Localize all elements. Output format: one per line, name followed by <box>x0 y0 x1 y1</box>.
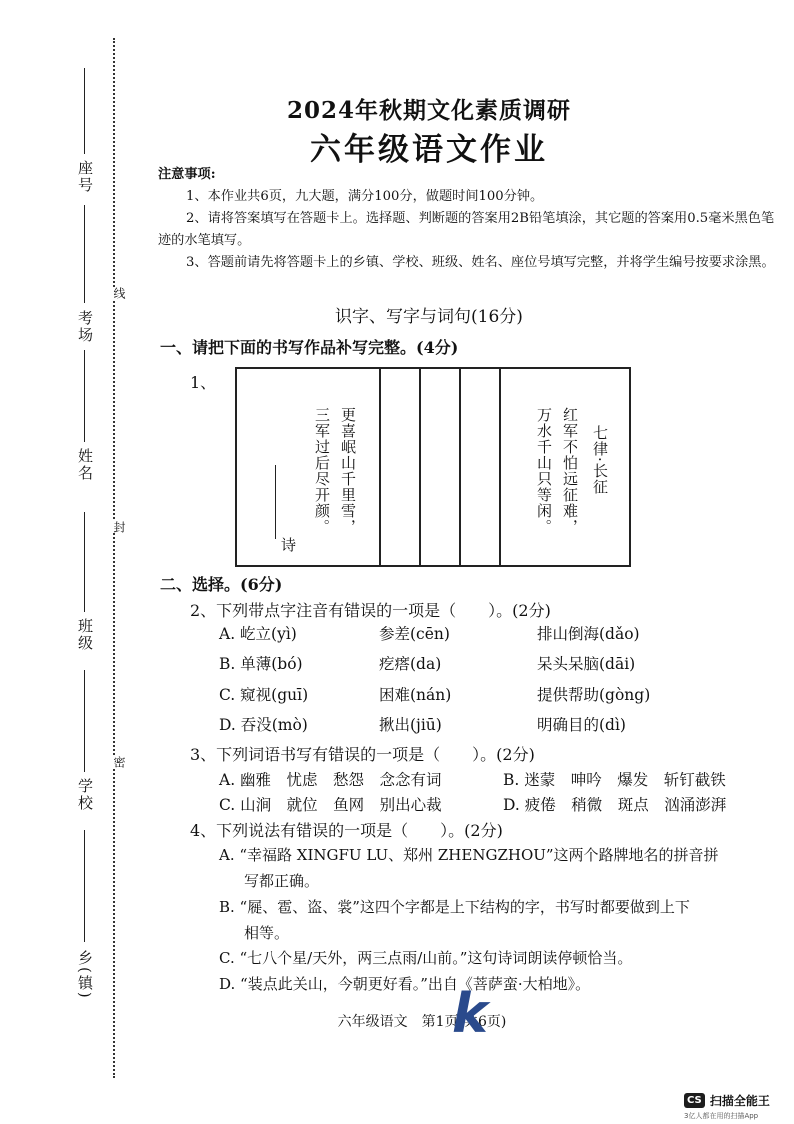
calligraphy-box <box>235 367 631 567</box>
q4-option-d[interactable]: D. “装点此关山，今朝更好看。”出自《菩萨蛮·大柏地》。 <box>219 975 591 993</box>
q2-option-b-word2: 疙瘩(da) <box>379 655 442 673</box>
poem-line-4: 三军过后尽开颜。 <box>313 407 331 535</box>
q2-option-d[interactable]: D. 吞没(mò) <box>219 716 308 734</box>
q4-option-a-cont: 写都正确。 <box>244 872 320 890</box>
margin-label-class: 班级 <box>76 618 94 652</box>
q2-option-c[interactable]: C. 窥视(guī) <box>219 686 309 704</box>
poem-title-column: 七律·长征 <box>591 425 609 495</box>
q4-option-c[interactable]: C. “七八个星/天外，两三点雨/山前。”这句诗词朗读停顿恰当。 <box>219 949 633 967</box>
seal-char-seal: 封 <box>112 521 126 533</box>
poem-line-3: 更喜岷山千里雪， <box>339 407 357 535</box>
margin-label-school: 学校 <box>76 778 94 812</box>
margin-line-room[interactable] <box>84 205 85 303</box>
note-item: 2、请将答案填写在答题卡上。选择题、判断题的答案用2B铅笔填涂，其它题的答案用0.5毫米黑色笔迹的水笔填写。 <box>158 211 775 248</box>
q2-option-d-word3: 明确目的(dì) <box>537 716 626 734</box>
column-divider <box>459 369 461 565</box>
q2-stem: 2、下列带点字注音有错误的一项是（ ）。(2分) <box>190 601 551 620</box>
q2-option-c-word3: 提供帮助(gòng) <box>537 686 651 704</box>
q2-option-b[interactable]: B. 单薄(bó) <box>219 655 303 673</box>
q2-option-a[interactable]: A. 屹立(yì) <box>219 625 297 643</box>
margin-label-room: 考场 <box>76 310 94 344</box>
k-watermark: k <box>452 982 488 1045</box>
q2-option-a-word2: 参差(cēn) <box>379 625 450 643</box>
signature-poem-char: 诗 <box>279 537 297 553</box>
q2-option-c-word2: 困难(nán) <box>379 686 452 704</box>
margin-label-town: 乡(镇) <box>76 950 94 1000</box>
q2-section-heading: 二、选择。(6分) <box>160 575 283 594</box>
q4-option-b-cont: 相等。 <box>244 924 290 942</box>
q3-option-a[interactable]: A. 幽雅 忧虑 愁怨 念念有词 <box>219 771 442 789</box>
note-item: 3、答题前请先将答题卡上的乡镇、学校、班级、姓名、座位号填写完整，并将学生编号按要求涂黑。 <box>186 255 775 270</box>
q1-number: 1、 <box>190 373 217 392</box>
column-divider <box>379 369 381 565</box>
scanner-badge-icon: CS <box>684 1093 705 1108</box>
page-footer: 六年级语文 第1页(共6页) <box>337 1014 507 1030</box>
notes-heading: 注意事项: <box>158 167 216 182</box>
poem-line-2: 万水千山只等闲。 <box>535 407 553 535</box>
q3-option-b[interactable]: B. 迷蒙 呻吟 爆发 斩钉截铁 <box>503 771 726 789</box>
q3-option-c[interactable]: C. 山涧 就位 鱼网 别出心裁 <box>219 796 442 814</box>
scanner-name: 扫描全能王 <box>709 1094 770 1108</box>
q4-option-b[interactable]: B. “屣、雹、盗、裳”这四个字都是上下结构的字，书写时都要做到上下 <box>219 898 690 916</box>
q4-stem: 4、下列说法有错误的一项是（ ）。(2分) <box>190 821 503 840</box>
seal-char-line: 线 <box>112 287 126 299</box>
margin-line-name[interactable] <box>84 350 85 442</box>
margin-line-school[interactable] <box>84 670 85 772</box>
exam-subtitle: 六年级语文作业 <box>310 132 548 168</box>
margin-label-seat: 座号 <box>76 160 94 194</box>
binding-dotted-line <box>113 38 115 1078</box>
section-title: 识字、写字与词句(16分) <box>335 307 523 327</box>
q2-option-b-word3: 呆头呆脑(dāi) <box>537 655 636 673</box>
exam-title: 2024年秋期文化素质调研 <box>286 97 571 124</box>
notes-block <box>158 164 783 274</box>
margin-label-name: 姓名 <box>76 448 94 482</box>
scanner-logo <box>684 1090 770 1121</box>
scanner-tagline: 3亿人都在用的扫描App <box>684 1112 759 1120</box>
q3-option-d[interactable]: D. 疲倦 稍微 斑点 汹涌澎湃 <box>503 796 727 814</box>
q2-option-d-word2: 揪出(jiū) <box>379 716 442 734</box>
poem-line-1: 红军不怕远征难， <box>561 407 579 535</box>
column-divider <box>419 369 421 565</box>
column-divider <box>499 369 501 565</box>
q2-option-a-word3: 排山倒海(dǎo) <box>537 625 640 643</box>
seal-char-secret: 密 <box>112 756 126 768</box>
q4-option-a[interactable]: A. “幸福路 XINGFU LU、郑州 ZHENGZHOU”这两个路牌地名的拼音拼 <box>219 846 719 864</box>
note-item: 1、本作业共6页，九大题，满分100分，做题时间100分钟。 <box>186 189 544 204</box>
margin-line-town[interactable] <box>84 830 85 942</box>
q3-stem: 3、下列词语书写有错误的一项是（ ）。(2分) <box>190 745 535 764</box>
margin-line-class[interactable] <box>84 512 85 612</box>
q1-heading: 一、请把下面的书写作品补写完整。(4分) <box>160 338 459 357</box>
signature-blank[interactable] <box>275 465 276 539</box>
